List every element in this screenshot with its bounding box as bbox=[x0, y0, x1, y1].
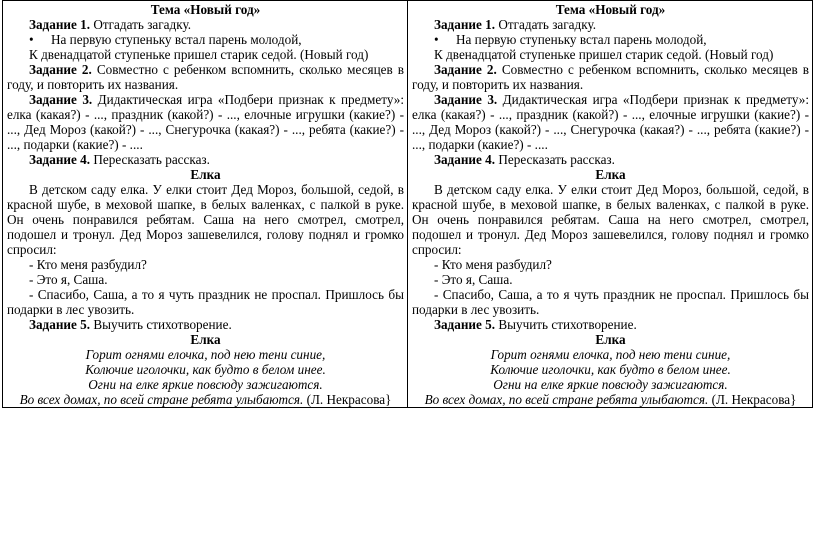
task-5-text: Выучить стихотворение. bbox=[495, 317, 637, 332]
left-column bbox=[3, 1, 408, 408]
task-1 bbox=[412, 17, 809, 32]
task-4 bbox=[7, 152, 404, 167]
poem-line-3: Огни на елке яркие повсюду зажигаются. bbox=[88, 377, 323, 392]
task-3-label: Задание 3. bbox=[29, 92, 93, 107]
poem-line-2: Колючие иголочки, как будто в белом инее. bbox=[490, 362, 731, 377]
task-5-text: Выучить стихотворение. bbox=[90, 317, 232, 332]
task-2 bbox=[412, 62, 809, 92]
task-4 bbox=[412, 152, 809, 167]
task-5-label: Задание 5. bbox=[434, 317, 496, 332]
topic-title: Тема «Новый год» bbox=[150, 2, 261, 17]
task-1-label: Задание 1. bbox=[434, 17, 496, 32]
dialog-line-2: - Это я, Саша. bbox=[434, 272, 513, 287]
task-3-text: Дидактическая игра «Подбери признак к предмету»: елка (какая?) - ..., праздник (какой?) - ..., елочные игрушки (какие?) - ..., Дед Мороз (какой?) - ..., Снегурочка (какая?) - ..., ребята (какие?) - ..., подарки (какие?) - .... bbox=[412, 92, 810, 152]
poem-line-3: Огни на елке яркие повсюду зажигаются. bbox=[493, 377, 728, 392]
poem-line-1: Горит огнями елочка, под нею тени синие, bbox=[85, 347, 326, 362]
bullet-icon: • bbox=[29, 32, 34, 47]
poem-title: Елка bbox=[190, 332, 221, 347]
right-column bbox=[408, 1, 813, 408]
dialog-line-1: - Кто меня разбудил? bbox=[29, 257, 147, 272]
task-3-text: Дидактическая игра «Подбери признак к предмету»: елка (какая?) - ..., праздник (какой?) - ..., елочные игрушки (какие?) - ..., Дед Мороз (какой?) - ..., Снегурочка (какая?) - ..., ребята (какие?) - ..., подарки (какие?) - .... bbox=[7, 92, 405, 152]
riddle-line-1: На первую ступеньку встал парень молодой, bbox=[51, 32, 302, 47]
poem-line-4-text: Во всех домах, по всей стране ребята улыбаются. bbox=[424, 392, 709, 407]
poem-title: Елка bbox=[595, 332, 626, 347]
bullet-icon: • bbox=[434, 32, 439, 47]
task-1-text: Отгадать загадку. bbox=[90, 17, 192, 32]
worksheet-table bbox=[2, 0, 813, 408]
riddle-line-1: На первую ступеньку встал парень молодой, bbox=[456, 32, 707, 47]
poem-line-1: Горит огнями елочка, под нею тени синие, bbox=[490, 347, 731, 362]
riddle-item bbox=[7, 32, 404, 47]
poem-line-4-text: Во всех домах, по всей стране ребята улыбаются. bbox=[19, 392, 304, 407]
riddle-line-2: К двенадцатой ступеньке пришел старик седой. (Новый год) bbox=[29, 47, 369, 62]
story-title: Елка bbox=[190, 167, 221, 182]
task-4-text: Пересказать рассказ. bbox=[90, 152, 210, 167]
poem-line-2: Колючие иголочки, как будто в белом инее. bbox=[85, 362, 326, 377]
task-5 bbox=[7, 317, 404, 332]
task-5-label: Задание 5. bbox=[29, 317, 91, 332]
task-3-label: Задание 3. bbox=[434, 92, 498, 107]
task-5 bbox=[412, 317, 809, 332]
dialog-line-3: - Спасибо, Саша, а то я чуть праздник не проспал. Пришлось бы подарки в лес увозить. bbox=[412, 287, 809, 317]
story-paragraph: В детском саду елка. У елки стоит Дед Мороз, большой, седой, в красной шубе, в меховой шапке, в белых валенках, с палкой в руке. Он очень понравился ребятам. Саша на него смотрел, смотрел, подошел и тронул. Дед Мороз зашевелился, голову поднял и громко спросил: bbox=[7, 182, 404, 257]
dialog-line-2: - Это я, Саша. bbox=[29, 272, 108, 287]
table-row bbox=[3, 1, 813, 408]
task-2-text: Совместно с ребенком вспомнить, сколько месяцев в году, и повторить их названия. bbox=[7, 62, 404, 92]
dialog-line-3: - Спасибо, Саша, а то я чуть праздник не проспал. Пришлось бы подарки в лес увозить. bbox=[7, 287, 404, 317]
riddle-line-2: К двенадцатой ступеньке пришел старик седой. (Новый год) bbox=[434, 47, 774, 62]
task-3 bbox=[412, 92, 809, 152]
task-1-label: Задание 1. bbox=[29, 17, 91, 32]
task-4-label: Задание 4. bbox=[434, 152, 496, 167]
task-4-label: Задание 4. bbox=[29, 152, 91, 167]
topic-title: Тема «Новый год» bbox=[555, 2, 666, 17]
task-1 bbox=[7, 17, 404, 32]
poem-line-4 bbox=[412, 392, 809, 407]
task-2-text: Совместно с ребенком вспомнить, сколько месяцев в году, и повторить их названия. bbox=[412, 62, 809, 92]
task-1-text: Отгадать загадку. bbox=[495, 17, 597, 32]
task-4-text: Пересказать рассказ. bbox=[495, 152, 615, 167]
dialog-line-1: - Кто меня разбудил? bbox=[434, 257, 552, 272]
story-paragraph: В детском саду елка. У елки стоит Дед Мороз, большой, седой, в красной шубе, в меховой шапке, в белых валенках, с палкой в руке. Он очень понравился ребятам. Саша на него смотрел, смотрел, подошел и тронул. Дед Мороз зашевелился, голову поднял и громко спросил: bbox=[412, 182, 809, 257]
task-2-label: Задание 2. bbox=[29, 62, 92, 77]
task-2 bbox=[7, 62, 404, 92]
task-3 bbox=[7, 92, 404, 152]
poem-author: (Л. Некрасова} bbox=[303, 392, 392, 407]
story-title: Елка bbox=[595, 167, 626, 182]
riddle-item bbox=[412, 32, 809, 47]
poem-author: (Л. Некрасова} bbox=[708, 392, 797, 407]
task-2-label: Задание 2. bbox=[434, 62, 497, 77]
poem-line-4 bbox=[7, 392, 404, 407]
